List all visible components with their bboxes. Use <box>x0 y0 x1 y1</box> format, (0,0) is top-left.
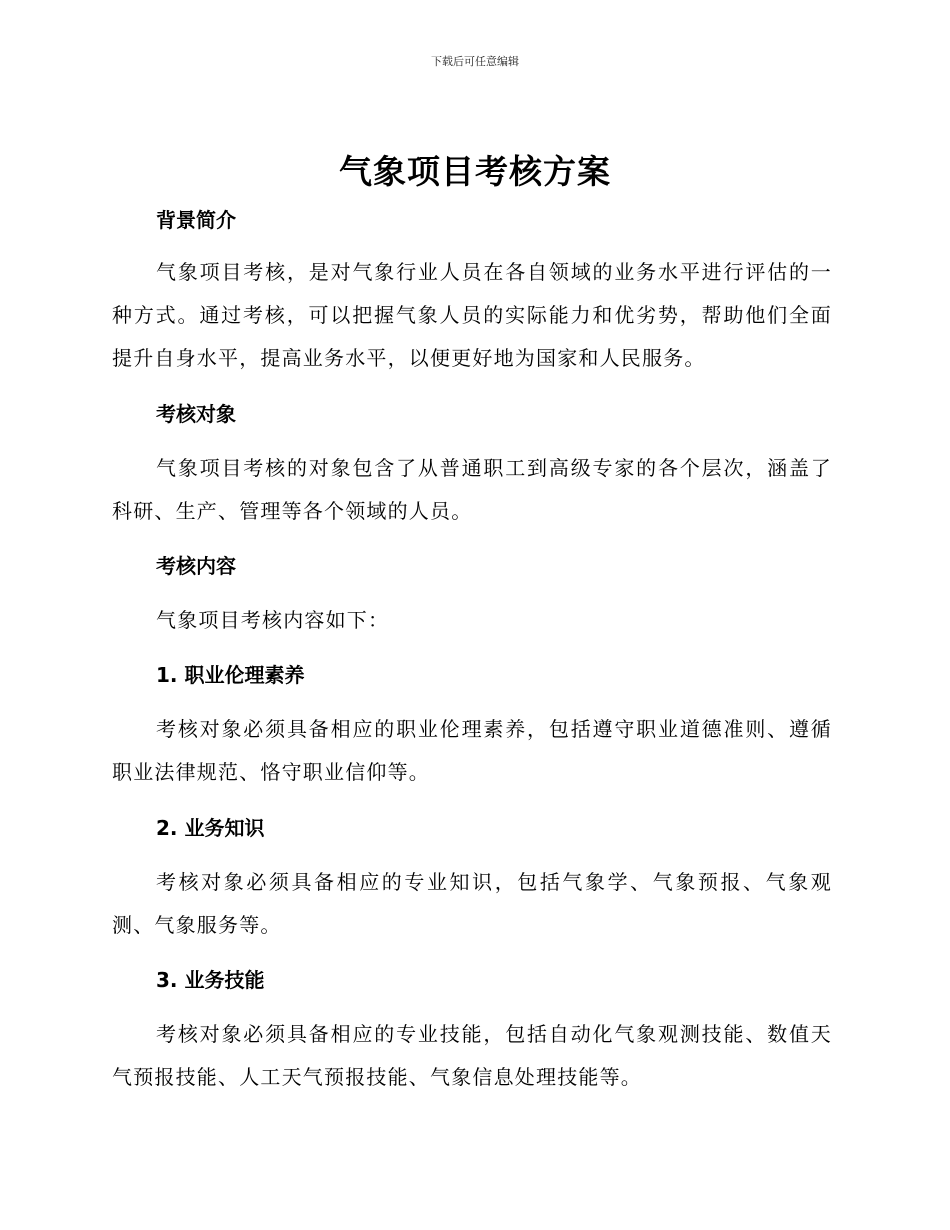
section-heading-knowledge: 2. 业务知识 <box>156 816 265 840</box>
section-heading-skills: 3. 业务技能 <box>156 968 265 992</box>
section-paragraph-skills: 考核对象必须具备相应的专业技能，包括自动化气象观测技能、数值天气预报技能、人工天气预报技能、气象信息处理技能等。 <box>112 1022 832 1089</box>
section-paragraph-content: 气象项目考核内容如下： <box>156 608 390 632</box>
page-header: 下载后可任意编辑 <box>431 55 519 68</box>
section-paragraph-background: 气象项目考核，是对气象行业人员在各自领域的业务水平进行评估的一种方式。通过考核，可以把握气象人员的实际能力和优劣势，帮助他们全面提升自身水平，提高业务水平，以便更好地为国家和人民服务。 <box>112 260 832 370</box>
section-heading-ethics: 1. 职业伦理素养 <box>156 663 305 687</box>
section-heading-background: 背景简介 <box>156 208 236 232</box>
section-paragraph-target: 气象项目考核的对象包含了从普通职工到高级专家的各个层次，涵盖了科研、生产、管理等各个领域的人员。 <box>112 456 832 523</box>
section-paragraph-knowledge: 考核对象必须具备相应的专业知识，包括气象学、气象预报、气象观测、气象服务等。 <box>112 870 832 937</box>
section-heading-content: 考核内容 <box>156 554 236 578</box>
document-title: 气象项目考核方案 <box>339 152 611 191</box>
section-paragraph-ethics: 考核对象必须具备相应的职业伦理素养，包括遵守职业道德准则、遵循职业法律规范、恪守职业信仰等。 <box>112 717 832 784</box>
section-heading-target: 考核对象 <box>156 402 236 426</box>
